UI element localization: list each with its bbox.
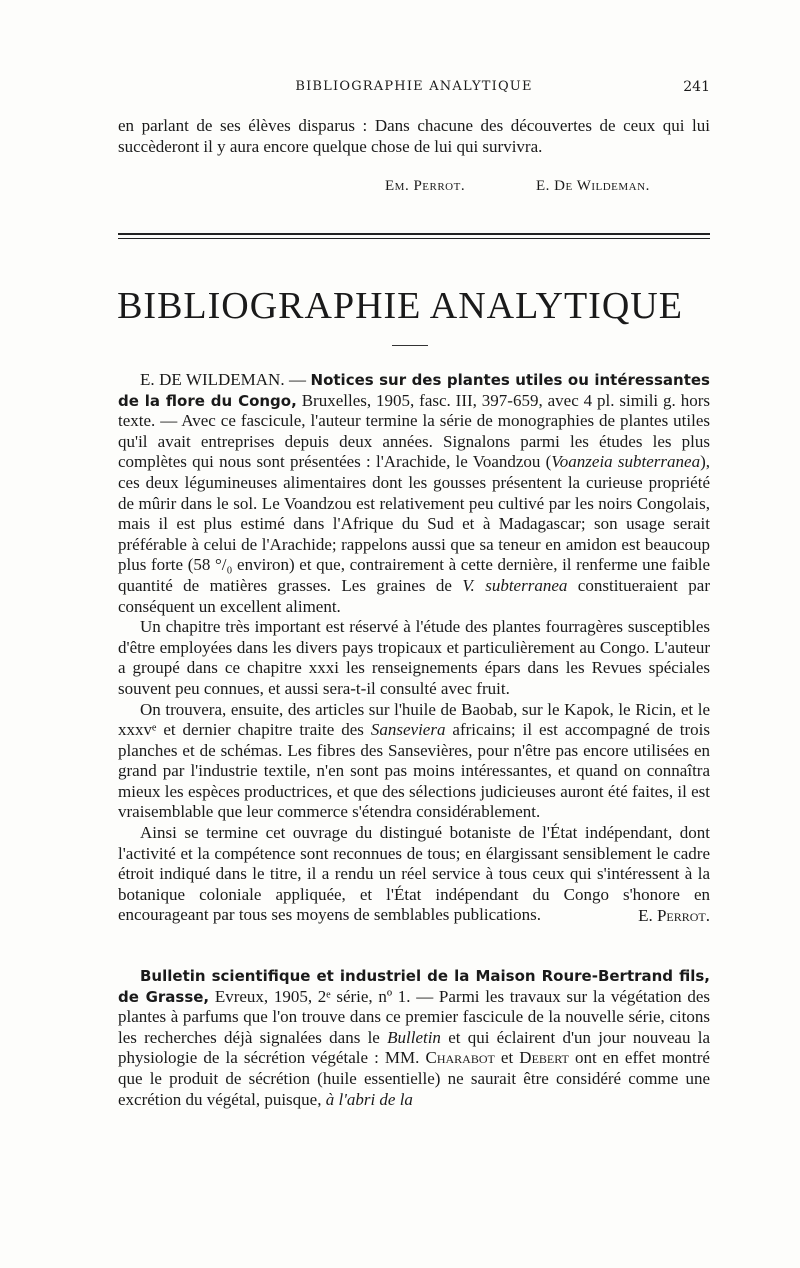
review1-p3-italic: Sanseviera [370,720,446,740]
signature-perrot: Em. Perrot. [385,178,466,194]
intro-text: en parlant de ses élèves disparus : Dans chacune des découvertes de ceux qui lui succèderont il y aura encore quelque chose de lui qui survivra. [118,116,710,156]
review2-text-b: et qui éclairent d'un jour nouveau la physiologie de la sécrétion végétale : MM. [118,1027,710,1068]
section-divider [118,233,710,242]
review1-p1-italic-1: Voanzeia subterranea [551,452,701,472]
review1-p3-a: On trouvera, ensuite, des articles sur l'huile de Baobab, sur le Kapok, le Ricin, et le xxxvᵉ et dernier chapitre traite des [118,699,710,740]
review1-p1-italic-2: V. subterranea [462,575,568,595]
divider-thin [118,238,710,239]
intro-paragraph [118,116,710,157]
review2-work-title: Bulletin scientifique et industriel de la Maison Roure-Bertrand fils, de Grasse, [118,967,710,1006]
review1-work-title: Notices sur des plantes utiles ou intéressantes de la flore du Congo, [118,371,710,410]
review2-italic-bulletin: Bulletin [387,1027,441,1047]
review1-author: E. DE WILDEMAN. [140,370,285,389]
review1-p1-mid: ), ces deux légumineuses alimentaires dont les gousses présentent la curieuse propriété de mûrir dans le sol. Le Voandzou est relativement peu cultivé par les noirs Congolais, mais il est plus estimé dans l'Afrique du Sud et à Madagascar; son usage serait préférable à celui de l'Arachide; rappelons aussi que sa teneur en amidon est beaucoup plus forte (58 °/₀ environ) et que, contrairement à cette dernière, il renferme une faible quantité de matières grasses. Les graines de [118,452,710,595]
review-roure-bertrand [118,966,710,1110]
running-header [118,79,710,99]
review2-paragraph [118,966,710,1110]
review2-name-debert: Debert [519,1048,569,1068]
section-title: BIBLIOGRAPHIE ANALYTIQUE [117,285,683,327]
title-underline [392,345,428,346]
review2-text-c: et [494,1048,520,1068]
review2-italic-end: à l'abri de la [325,1089,413,1109]
review1-paragraph-1 [118,370,710,617]
divider-thick [118,233,710,235]
review1-paragraph-4: Ainsi se termine cet ouvrage du distingué botaniste de l'État indépendant, dont l'activité et la compétence sont reconnues de tous; en élargissant sensiblement le cadre étroit indiqué dans le titre, il a rendu un réel service à tous ceux qui s'intéressent à la botanique coloniale appliquée, et l'État indépendant du Congo s'honore en encourageant par tous ses moyens de semblables publications. [118,823,710,925]
review1-paragraph-2: Un chapitre très important est réservé à l'étude des plantes fourragères susceptibles d'être employées dans les divers pays tropicaux et particulièrement au Congo. L'auteur a groupé dans ce chapitre xxxi les renseignements épars dans les Revues spéciales souvent peu connues, et aussi sera-t-il consulté avec fruit. [118,617,710,698]
review1-p3-b: africains; il est accompagné de trois planches et de schémas. Les fibres des Sansevières, pour n'être pas encore utilisées en grand par l'industrie textile, n'en sont pas moins intéressantes, et quand on connaîtra mieux les espèces productrices, et que des sélections judicieuses auront été faites, il est vraisemblable que leur commerce s'étendra considérablement. [118,720,711,822]
page-number: 241 [683,79,710,95]
review1-paragraph-3 [118,700,710,824]
review2-name-charabot: Charabot [425,1048,495,1068]
review2-text-a: Evreux, 1905, 2ᵉ série, nº 1. — Parmi les travaux sur la végétation des plantes à parfums que l'on trouve dans ce premier fascicule de la nouvelle série, citons les recherches déjà signalées dans le [118,986,710,1047]
running-title: BIBLIOGRAPHIE ANALYTIQUE [295,79,533,94]
signature-de-wildeman: E. De Wildeman. [536,178,650,194]
review1-p1-end: constitueraient par conséquent un excellent aliment. [118,575,711,616]
review-wildeman [118,370,710,927]
review1-signature: E. Perrot. [638,906,710,926]
review2-text-d: ont en effet montré que le produit de sécrétion (huile essentielle) ne saurait être considéré comme une excrétion du végétal, puisque, [118,1048,710,1109]
review1-dash: — [284,370,311,389]
review1-p1-rest: Bruxelles, 1905, fasc. III, 397-659, avec 4 pl. simili g. hors texte. — Avec ce fascicule, l'auteur termine la série de monographies de plantes utiles qu'il avait entreprises depuis deux années. Signalons parmi les études les plus complètes qui nous sont présentées : l'Arachide, le Voandzou ( [118,390,710,472]
